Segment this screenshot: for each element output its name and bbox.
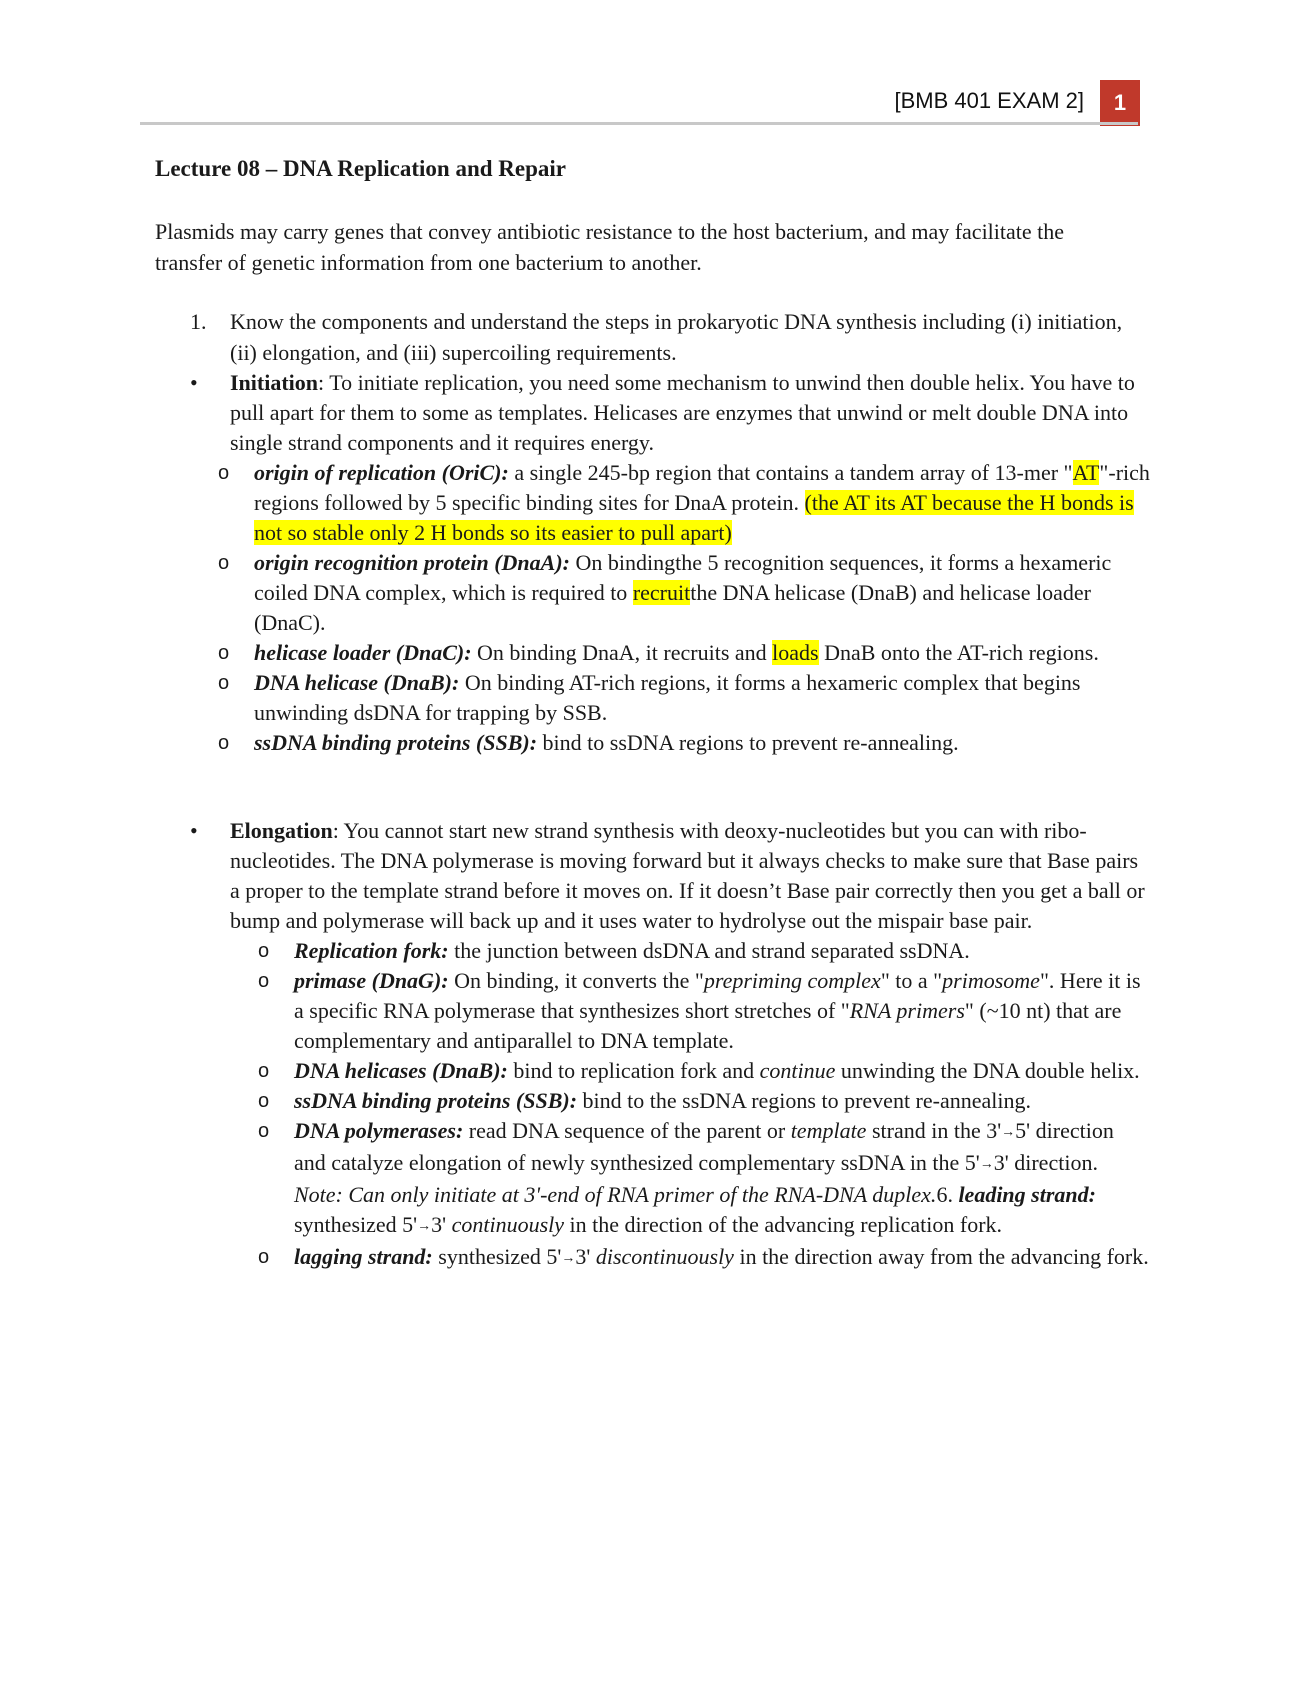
sub-bullet-icon: o — [218, 672, 230, 694]
list-item — [258, 936, 1150, 966]
elongation-section — [190, 816, 1150, 1274]
item-term: Replication fork: — [294, 938, 449, 963]
list-item — [218, 668, 1150, 728]
objective-number: 1. — [190, 309, 207, 334]
italic-text: primosome — [942, 968, 1040, 993]
sub-bullet-icon: o — [218, 462, 230, 484]
italic-text: discontinuously — [595, 1243, 734, 1269]
primase-item — [294, 966, 1150, 1056]
item-text: " to a " — [880, 968, 943, 993]
item-text: the junction between dsDNA and strand separated ssDNA. — [448, 938, 970, 963]
item-term: origin recognition protein (DnaA): — [254, 550, 570, 575]
item-term: DNA polymerases: — [294, 1118, 464, 1143]
item-term: leading strand: — [958, 1181, 1096, 1207]
item-text: bind to replication fork and — [507, 1058, 760, 1083]
sub-bullet-icon: o — [258, 1120, 270, 1142]
item-text: in the direction away from the advancing fork. — [733, 1243, 1149, 1269]
sub-bullet-icon: o — [258, 940, 270, 962]
header-divider — [140, 122, 1138, 125]
item-text: DnaB onto the AT-rich regions. — [818, 640, 1099, 665]
arrow-right-icon: → — [417, 1218, 432, 1234]
note-text: Note: Can only initiate at 3'-end of RNA primer of the RNA-DNA duplex. — [294, 1181, 937, 1207]
item-text: On binding, it converts the " — [448, 968, 704, 993]
item-text: read DNA sequence of the parent or — [463, 1118, 791, 1143]
lecture-title: Lecture 08 – DNA Replication and Repair — [155, 156, 567, 181]
list-item — [258, 966, 1150, 1056]
highlight: (the AT its AT because the H bonds is not so stable only 2 H bonds so its easier to pull apart) — [254, 490, 1134, 545]
item-text: " (~10 nt) that are complementary and antiparallel to DNA template. — [294, 998, 1122, 1053]
item-text: On binding AT-rich regions, it forms a hexameric complex that begins unwinding dsDNA for trapping by SSB. — [254, 670, 1081, 725]
item-text: On binding DnaA, it recruits and — [471, 640, 773, 665]
item-text: synthesized 5' — [432, 1243, 562, 1269]
sub-bullet-icon: o — [218, 732, 230, 754]
italic-text: template — [790, 1118, 867, 1143]
learning-objective — [190, 306, 1140, 368]
item-text: On bindingthe 5 recognition sequences, it forms a hexameric coiled DNA complex, which is required to — [254, 550, 1112, 605]
highlight: loads — [772, 640, 819, 665]
fork-item — [294, 936, 1150, 966]
polymerases-item — [294, 1116, 1150, 1242]
page-header — [140, 80, 1140, 126]
item-text: 5' direction and catalyze elongation of newly synthesized complementary ssDNA in the 5' — [294, 1118, 1114, 1175]
bullet-icon: • — [190, 370, 198, 395]
item-term: helicase loader (DnaC): — [254, 640, 472, 665]
item-text: 3' direction. — [993, 1149, 1098, 1175]
item-term: ssDNA binding proteins (SSB): — [254, 730, 538, 755]
item-text: bind to ssDNA regions to prevent re-annealing. — [537, 730, 959, 755]
item-text: synthesized 5' — [294, 1211, 418, 1237]
ssb-elong-item — [294, 1086, 1150, 1116]
objective-text: Know the components and understand the steps in prokaryotic DNA synthesis including (i) initiation, (ii) elongation, and (iii) supercoiling requirements. — [230, 309, 1123, 365]
sub-bullet-icon: o — [218, 642, 230, 664]
lagging-item — [294, 1242, 1150, 1274]
elongation-term: Elongation — [230, 818, 333, 843]
initiation-paragraph — [230, 368, 1150, 458]
item-term: DNA helicases (DnaB): — [294, 1058, 508, 1083]
initiation-text: : To initiate replication, you need some mechanism to unwind then double helix. You have to pull apart for them to some as templates. Helicases are enzymes that unwind or melt double DNA into single strand components and it requires energy. — [230, 370, 1135, 455]
italic-text: continue — [759, 1058, 836, 1083]
item-text: ". Here it is a specific RNA polymerase that synthesizes short stretches of " — [294, 968, 1141, 1023]
italic-text: continuously — [451, 1211, 565, 1237]
item-text: bind to the ssDNA regions to prevent re-annealing. — [577, 1088, 1031, 1113]
sub-bullet-icon: o — [258, 1060, 270, 1082]
elongation-text: : You cannot start new strand synthesis with deoxy-nucleotides but you can with ribo-nucleotides. The DNA polymerase is moving forward but it always checks to make sure that Base pairs a proper to the template strand before it moves on. If it doesn’t Base pair correctly then you get a ball or bump and polymerase will back up and it uses water to hydrolyse out the mispair base pair. — [230, 818, 1145, 933]
elongation-paragraph — [230, 816, 1150, 936]
item-text: in the direction of the advancing replication fork. — [564, 1211, 1003, 1237]
intro-paragraph: Plasmids may carry genes that convey antibiotic resistance to the host bacterium, and may facilitate the transfer of genetic information from one bacterium to another. — [155, 219, 1065, 275]
list-item — [218, 548, 1150, 638]
item-text: a single 245-bp region that contains a tandem array of 13-mer " — [508, 460, 1073, 485]
arrow-right-icon: → — [1001, 1124, 1016, 1140]
item-text: "-rich regions followed by 5 specific binding sites for DnaA protein. — [254, 460, 1150, 515]
italic-text: RNA primers — [849, 998, 965, 1023]
sub-bullet-icon: o — [218, 552, 230, 574]
highlight: AT — [1072, 460, 1100, 485]
item-term: ssDNA binding proteins (SSB): — [294, 1088, 578, 1113]
oric-item — [254, 458, 1150, 548]
sub-bullet-icon: o — [258, 1090, 270, 1112]
highlight: recruit — [632, 580, 691, 605]
arrow-right-icon: → — [561, 1250, 576, 1266]
list-item — [218, 728, 1150, 758]
initiation-term: Initiation — [230, 370, 319, 395]
item-text: 3' — [575, 1243, 596, 1269]
dnac-item — [254, 638, 1150, 668]
initiation-section — [190, 368, 1150, 758]
item-term: primase (DnaG): — [294, 968, 449, 993]
list-item — [258, 1086, 1150, 1116]
dnab-item — [254, 668, 1150, 728]
item-term: origin of replication (OriC): — [254, 460, 509, 485]
list-item — [258, 1116, 1150, 1242]
list-item — [258, 1242, 1150, 1274]
sub-bullet-icon: o — [258, 970, 270, 992]
item-term: lagging strand: — [294, 1243, 433, 1269]
list-item — [218, 638, 1150, 668]
list-item — [218, 458, 1150, 548]
arrow-right-icon: → — [979, 1156, 994, 1172]
dnaa-item — [254, 548, 1150, 638]
item-text: 3' — [431, 1211, 452, 1237]
item-text: the DNA helicase (DnaB) and helicase loader (DnaC). — [254, 580, 1091, 635]
item-term: DNA helicase (DnaB): — [254, 670, 460, 695]
sub-bullet-icon: o — [258, 1245, 270, 1268]
italic-text: prepriming complex — [703, 968, 881, 993]
list-item — [258, 1056, 1150, 1086]
item-text: strand in the 3' — [866, 1118, 1002, 1143]
helicases-item — [294, 1056, 1150, 1086]
ssb-item — [254, 728, 1150, 758]
page-number-badge: 1 — [1100, 80, 1140, 126]
item-text: unwinding the DNA double helix. — [835, 1058, 1140, 1083]
item-text: 6. — [936, 1181, 959, 1207]
bullet-icon: • — [190, 818, 198, 843]
header-title: [BMB 401 EXAM 2] — [894, 88, 1084, 113]
